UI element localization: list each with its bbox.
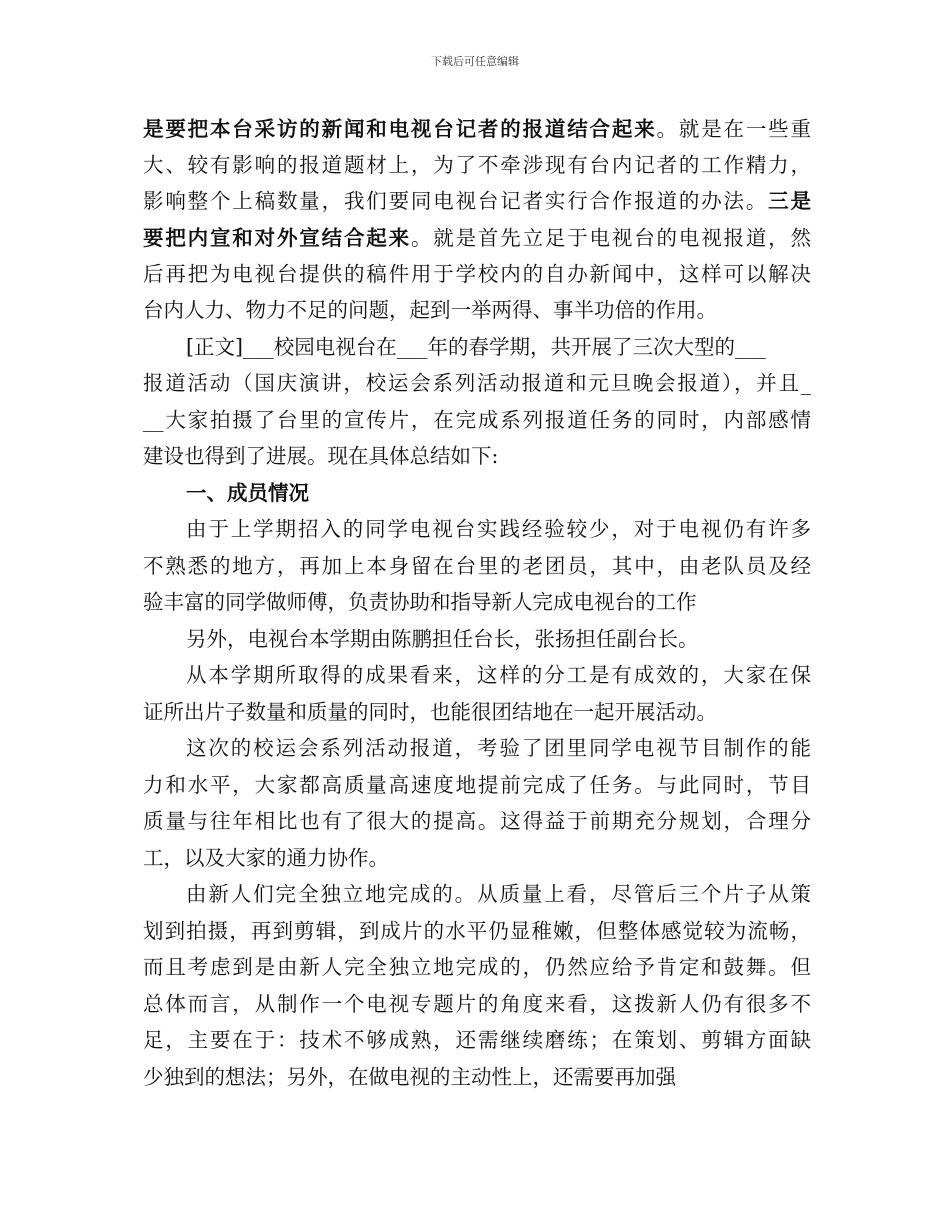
text-line: [143, 115, 811, 143]
section-heading: 一、成员情况: [186, 481, 309, 505]
text-span: 影响整个上稿数量，我们要同电视台记者实行合作报道的办法。: [143, 189, 769, 213]
text-line: 工，以及大家的通力协作。: [143, 846, 389, 870]
text-line: [143, 224, 811, 252]
text-line: __大家拍摄了台里的宣传片，在完成系列报道任务的同时，内部感情: [143, 408, 811, 432]
text-line: 这次的校运会系列活动报道，考验了团里同学电视节目制作的能: [186, 736, 811, 760]
text-line: 足，主要在于：技术不够成熟，还需继续磨练；在策划、剪辑方面缺: [143, 1028, 811, 1052]
text-line: 不熟悉的地方，再加上本身留在台里的老团员，其中，由老队员及经: [143, 554, 811, 578]
text-line: 从本学期所取得的成果看来，这样的分工是有成效的，大家在保: [186, 663, 811, 687]
text-line: 少独到的想法；另外，在做电视的主动性上，还需要再加强: [143, 1065, 676, 1089]
text-line: 质量与往年相比也有了很大的提高。这得益于前期充分规划，合理分: [143, 809, 811, 833]
text-span: 。就是在一些重: [656, 117, 812, 141]
text-span: 。就是首先立足于电视台的电视报道，然: [410, 226, 812, 250]
page-header: 下载后可任意编辑: [431, 55, 519, 68]
text-line: 报道活动（国庆演讲，校运会系列活动报道和元旦晚会报道），并且_: [143, 371, 811, 395]
bold-phrase: 是要把本台采访的新闻和电视台记者的报道结合起来: [143, 117, 657, 141]
text-line: 由于上学期招入的同学电视台实践经验较少，对于电视仍有许多: [186, 517, 811, 541]
text-line: 证所出片子数量和质量的同时，也能很团结地在一起开展活动。: [143, 700, 717, 724]
text-line: 另外，电视台本学期由陈鹏担任台长，张扬担任副台长。: [186, 627, 699, 651]
text-line: 由新人们完全独立地完成的。从质量上看，尽管后三个片子从策: [186, 882, 811, 906]
text-line: 划到拍摄，再到剪辑，到成片的水平仍显稚嫩，但整体感觉较为流畅，: [143, 919, 811, 943]
text-line: 大、较有影响的报道题材上，为了不牵涉现有台内记者的工作精力，: [143, 153, 811, 177]
bold-phrase: 三是: [768, 189, 811, 213]
text-line: 总体而言，从制作一个电视专题片的角度来看，这拨新人仍有很多不: [143, 992, 811, 1016]
text-line: 而且考虑到是由新人完全独立地完成的，仍然应给予肯定和鼓舞。但: [143, 955, 811, 979]
text-line: [143, 187, 811, 215]
bold-phrase: 要把内宣和对外宣结合起来: [143, 226, 411, 250]
text-line: 验丰富的同学做师傅，负责协助和指导新人完成电视台的工作: [143, 590, 697, 614]
text-line: [正文]___校园电视台在___年的春学期，共开展了三次大型的___: [186, 335, 766, 359]
text-line: 台内人力、物力不足的问题，起到一举两得、事半功倍的作用。: [143, 298, 717, 322]
text-line: 建设也得到了进展。现在具体总结如下:: [143, 444, 499, 468]
text-line: 后再把为电视台提供的稿件用于学校内的自办新闻中，这样可以解决: [143, 262, 811, 286]
text-line: 力和水平，大家都高质量高速度地提前完成了任务。与此同时，节目: [143, 773, 811, 797]
